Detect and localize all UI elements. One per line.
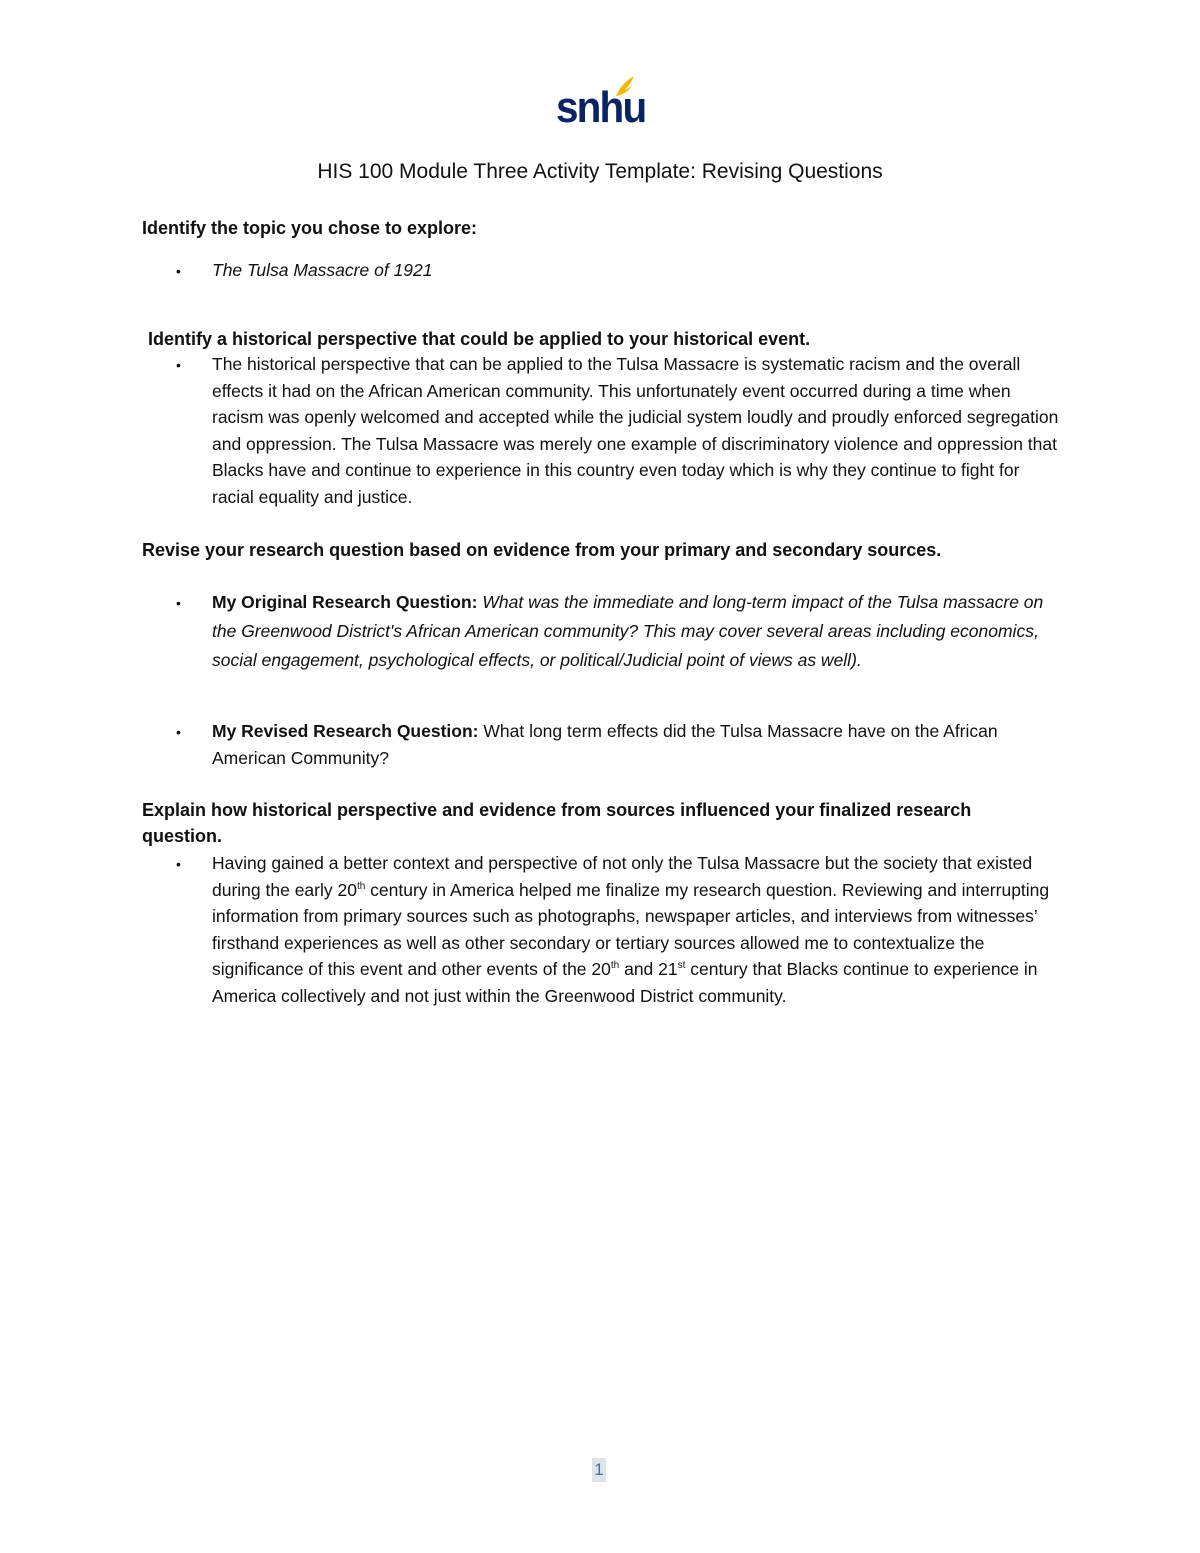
- revised-question-label: My Revised Research Question:: [212, 721, 479, 741]
- explain-text-a: Having gained a better context and perspective of not only the Tulsa Massacre but the society that existed during the early 20: [212, 853, 1033, 900]
- topic-bullet: The Tulsa Massacre of 1921: [212, 260, 433, 280]
- original-question-label: My Original Research Question:: [212, 592, 478, 612]
- bullet-icon: •: [176, 595, 181, 611]
- perspective-heading: Identify a historical perspective that could be applied to your historical event.: [148, 329, 811, 349]
- revise-heading: Revise your research question based on evidence from your primary and secondary sources.: [142, 540, 942, 560]
- original-question-text: What was the immediate and long-term impact of the Tulsa massacre on the Greenwood District's African American community? This may cover several areas including economics, social engagement, psychological effects, or political/Judicial point of views as well).: [212, 592, 1044, 670]
- superscript: th: [356, 880, 366, 892]
- revised-question: [212, 718, 1062, 771]
- explain-text-d: century that Blacks continue to experience in America collectively and not just within the Greenwood District community.: [212, 959, 1038, 1006]
- snhu-logo: [556, 74, 646, 132]
- bullet-icon: •: [176, 856, 181, 872]
- page-number: 1: [592, 1458, 606, 1482]
- superscript: th: [610, 960, 620, 971]
- explain-bullet: [212, 850, 1062, 1009]
- topic-heading: Identify the topic you chose to explore:: [142, 218, 478, 238]
- explain-heading: Explain how historical perspective and evidence from sources influenced your finalized research question.: [142, 800, 972, 846]
- logo-text: snhu: [556, 83, 646, 132]
- superscript: st: [677, 960, 686, 971]
- perspective-bullet: The historical perspective that can be applied to the Tulsa Massacre is systematic racism and the overall effects it had on the African American community. This unfortunately event occurred during a time when racism was openly welcomed and accepted while the judicial system loudly and proudly enforced segregation and oppression. The Tulsa Massacre was merely one example of discriminatory violence and oppression that Blacks have and continue to experience in this country even today which is why they continue to fight for racial equality and justice.: [212, 354, 1059, 507]
- document-title: HIS 100 Module Three Activity Template: Revising Questions: [317, 160, 883, 183]
- revised-question-text: What long term effects did the Tulsa Massacre have on the African American Community?: [212, 721, 998, 768]
- original-question: [212, 588, 1062, 675]
- explain-text-c: and 21: [619, 959, 678, 979]
- bullet-icon: •: [176, 724, 181, 740]
- explain-text-b: century in America helped me finalize my research question. Reviewing and interrupting information from primary sources such as photographs, newspaper articles, and interviews from witnesses’ firsthand experiences as well as other secondary or tertiary sources allowed me to contextualize the significance of this event and other events of the 20: [212, 879, 1050, 979]
- bullet-icon: •: [176, 357, 181, 373]
- bullet-icon: •: [176, 263, 181, 279]
